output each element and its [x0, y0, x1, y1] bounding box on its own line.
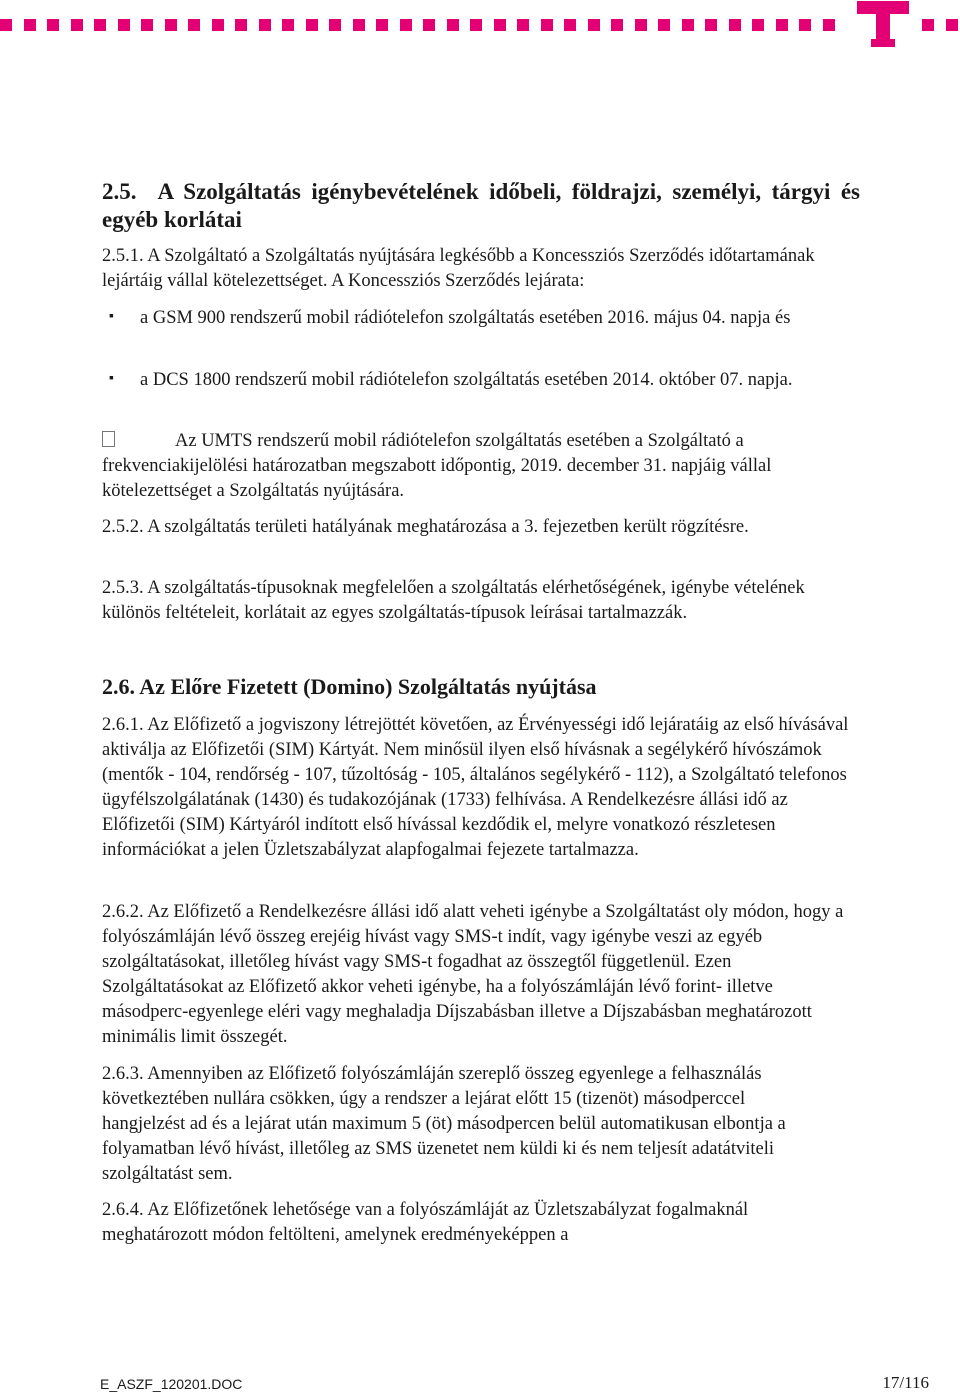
section-heading-2-5: 2.5. A Szolgáltatás igénybevételének időbeli, földrajzi, személyi, tárgyi és egyéb korlátai — [102, 179, 861, 232]
header-dot — [188, 19, 200, 31]
header-dot — [447, 19, 459, 31]
paragraph-2-5-1: 2.5.1. A Szolgáltató a Szolgáltatás nyújtására legkésőbb a Koncessziós Szerződés időtartamának lejártáig vállal kötelezettséget. A Koncessziós Szerződés lejárata: — [102, 246, 815, 291]
header-dot — [376, 19, 388, 31]
header-dot — [494, 19, 506, 31]
header-dot — [705, 19, 717, 31]
header-dot — [946, 19, 958, 31]
header-dot — [212, 19, 224, 31]
header-dot — [329, 19, 341, 31]
header-dot — [423, 19, 435, 31]
bullet-text: a DCS 1800 rendszerű mobil rádiótelefon szolgáltatás esetében 2014. október 07. napja. — [140, 370, 793, 390]
header-dot — [611, 19, 623, 31]
header-dot — [635, 19, 647, 31]
header-dot — [47, 19, 59, 31]
header-dot — [823, 19, 835, 31]
paragraph-2-6-3: 2.6.3. Amennyiben az Előfizető folyószámláján szereplő összeg egyenlege a felhasználás következtében nullára csökken, úgy a rendszer a lejárat előtt 15 (tizenöt) másodperccel hangjelzést ad és a lejárat után maximum 5 (öt) másodpercen belül automatikusan elbontja a folyamatban lévő hívást, illetőleg az SMS üzenetet nem küldi ki és nem teljesít adatátviteli szolgáltatást sem. — [102, 1064, 786, 1184]
paragraph-2-6-1: 2.6.1. Az Előfizető a jogviszony létrejöttét követően, az Érvényességi idő lejáratáig az első hívásával aktiválja az Előfizetői (SIM) Kártyát. Nem minősül ilyen első hívásnak a segélykérő hívószámok (mentők - 104, rendőrség - 107, tűzoltóság - 105, általános segélykérő - 112), a Szolgáltató telefonos ügyfélszolgálatának (1430) és tudakozójának (1733) felhívása. A Rendelkezésre állási idő az Előfizetői (SIM) Kártyáról indított első hívással kezdődik el, melyre vonatkozó részletesen információkat a jelen Üzletszabályzat alapfogalmai fejezete tartalmazza. — [102, 715, 849, 860]
section-heading-2-6: 2.6. Az Előre Fizetett (Domino) Szolgáltatás nyújtása — [102, 674, 597, 699]
header-dot — [282, 19, 294, 31]
bullet-text: a GSM 900 rendszerű mobil rádiótelefon szolgáltatás esetében 2016. május 04. napja és — [140, 308, 791, 328]
header-dot — [776, 19, 788, 31]
bullet-item — [102, 306, 870, 331]
header-dot — [24, 19, 36, 31]
header-dot — [470, 19, 482, 31]
header-dot — [564, 19, 576, 31]
header-dot — [118, 19, 130, 31]
header-dotted-band — [0, 19, 960, 33]
bullet-marker: ▪ — [109, 309, 114, 324]
bullet-item — [102, 368, 870, 393]
bullet-marker: ▪ — [109, 371, 114, 386]
header-dot — [71, 19, 83, 31]
footer-page-number: 17/116 — [882, 1373, 929, 1392]
header-dot — [799, 19, 811, 31]
telekom-t-logo — [857, 0, 909, 52]
header-dot — [658, 19, 670, 31]
header-dot — [400, 19, 412, 31]
missing-glyph-box-icon — [102, 431, 115, 447]
header-dot — [94, 19, 106, 31]
header-dot — [0, 19, 12, 31]
header-dot — [541, 19, 553, 31]
header-dot — [517, 19, 529, 31]
header-dot — [922, 19, 934, 31]
header-dot — [682, 19, 694, 31]
header-dot — [259, 19, 271, 31]
header-dot — [165, 19, 177, 31]
paragraph-2-5-3: 2.5.3. A szolgáltatás-típusoknak megfelelően a szolgáltatás elérhetőségének, igénybe vételének különös feltételeit, korlátait az egyes szolgáltatás-típusok leírásai tartalmazzák. — [102, 578, 805, 623]
paragraph-2-6-4: 2.6.4. Az Előfizetőnek lehetősége van a folyószámláját az Üzletszabályzat fogalmaknál meghatározott módon feltölteni, amelynek eredményeképpen a — [102, 1200, 749, 1245]
header-dot — [306, 19, 318, 31]
header-dot — [729, 19, 741, 31]
header-dot — [752, 19, 764, 31]
paragraph-2-6-2: 2.6.2. Az Előfizető a Rendelkezésre állási idő alatt veheti igénybe a Szolgáltatást oly módon, hogy a folyószámláján lévő összeg erejéig hívást vagy SMS-t indít, vagy igénybe veszi az egyéb szolgáltatásokat, illetőleg hívást vagy SMS-t fogadhat az összegtől függetlenül. Ezen Szolgáltatásokat az Előfizető akkor veheti igénybe, ha a folyószámláján lévő forint- illetve másodperc-egyenlege eléri vagy meghaladja Díjszabásban illetve a Díjszabásban meghatározott minimális limit összegét. — [102, 902, 844, 1047]
paragraph-2-5-2: 2.5.2. A szolgáltatás területi hatályának meghatározása a 3. fejezetben került rögzítésre. — [102, 517, 749, 537]
header-dot — [588, 19, 600, 31]
header-dot — [353, 19, 365, 31]
footer-document-name: E_ASZF_120201.DOC — [100, 1376, 243, 1392]
header-dot — [235, 19, 247, 31]
paragraph-umts: Az UMTS rendszerű mobil rádiótelefon szolgáltatás esetében a Szolgáltató a frekvenciakijelölési határozatban megszabott időpontig, 2019. december 31. napjáig vállal kötelezettséget a Szolgáltatás nyújtására. — [102, 431, 772, 501]
header-dot — [141, 19, 153, 31]
